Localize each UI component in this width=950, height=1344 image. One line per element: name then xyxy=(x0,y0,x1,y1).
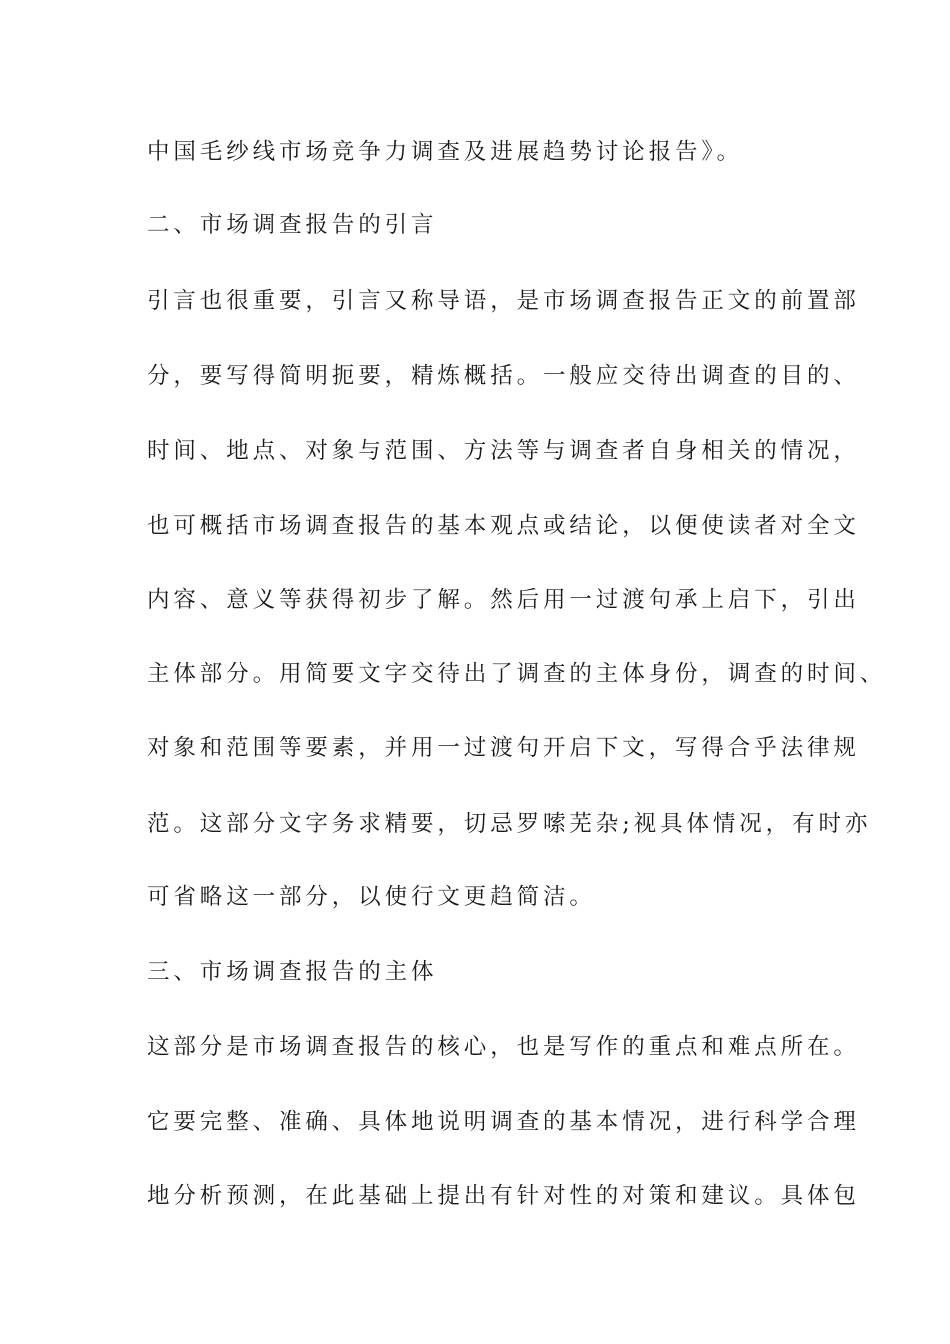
text-line: 引言也很重要，引言又称导语，是市场调查报告正文的前置部 xyxy=(147,288,860,314)
text-line: 这部分是市场调查报告的核心，也是写作的重点和难点所在。 xyxy=(147,1034,860,1060)
text-line: 主体部分。用简要文字交待出了调查的主体身份，调查的时间、 xyxy=(147,661,887,687)
section-heading-introduction: 二、市场调查报告的引言 xyxy=(147,212,438,238)
text-line: 可省略这一部分，以使行文更趋简洁。 xyxy=(147,884,596,910)
text-line: 中国毛纱线市场竞争力调查及进展趋势讨论报告》。 xyxy=(147,139,743,165)
section-heading-main-body: 三、市场调查报告的主体 xyxy=(147,959,438,985)
text-line: 时间、地点、对象与范围、方法等与调查者自身相关的情况， xyxy=(147,438,860,464)
text-line: 它要完整、准确、具体地说明调查的基本情况，进行科学合理 xyxy=(147,1109,860,1135)
text-line: 分，要写得简明扼要，精炼概括。一般应交待出调查的目的、 xyxy=(147,363,860,389)
text-line: 也可概括市场调查报告的基本观点或结论，以便使读者对全文 xyxy=(147,513,860,539)
text-line: 地分析预测，在此基础上提出有针对性的对策和建议。具体包 xyxy=(147,1183,860,1209)
text-line: 内容、意义等获得初步了解。然后用一过渡句承上启下，引出 xyxy=(147,587,860,613)
text-line: 范。这部分文字务求精要，切忌罗嗦芜杂;视具体情况，有时亦 xyxy=(147,811,872,837)
text-line: 对象和范围等要素，并用一过渡句开启下文，写得合乎法律规 xyxy=(147,735,860,761)
